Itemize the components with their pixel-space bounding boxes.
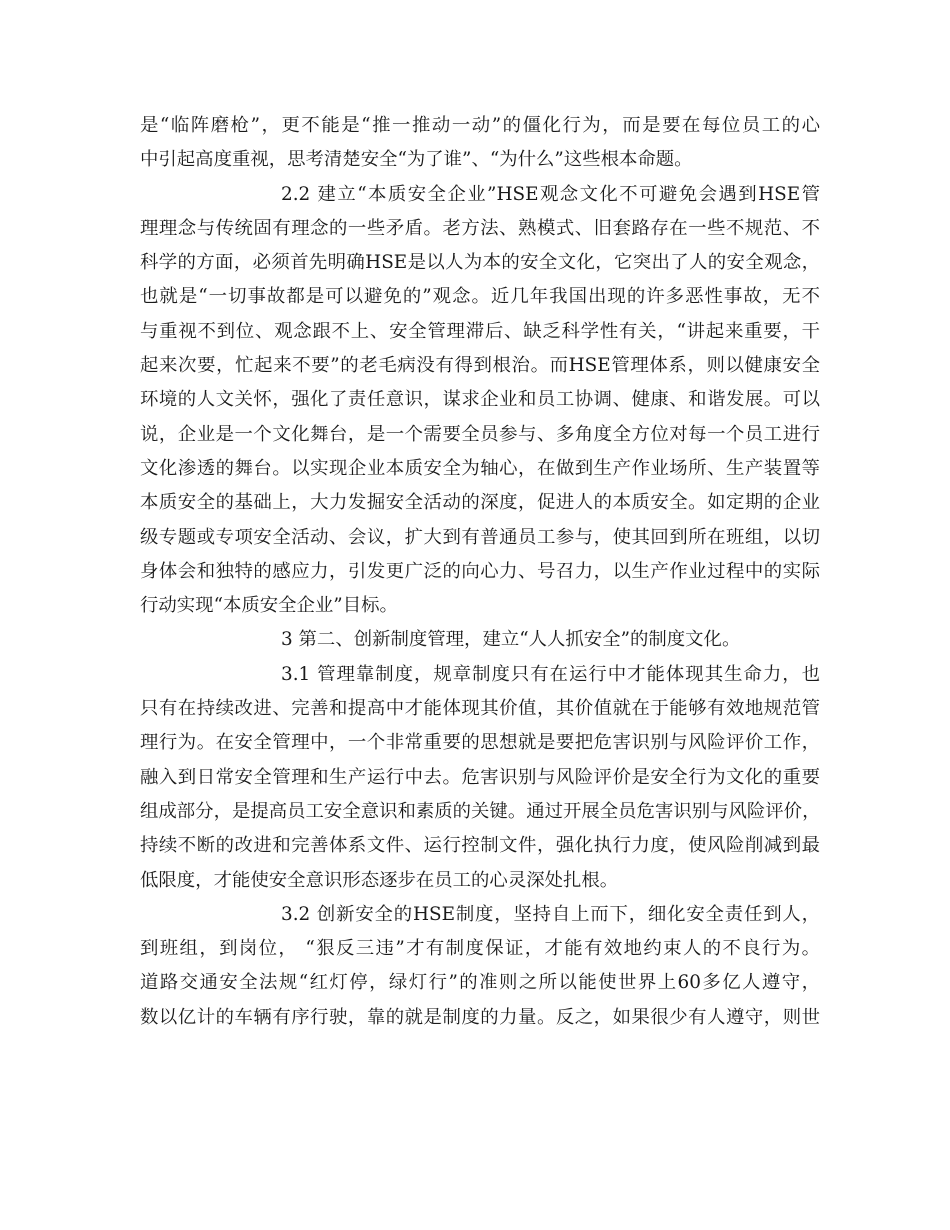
text-line: 理理念与传统固有理念的一些矛盾。老方法、熟模式、旧套路存在一些不规范、不: [140, 217, 820, 239]
text-line: 行动实现“本质安全企业”目标。: [140, 595, 398, 617]
paragraph-3-1: [140, 658, 820, 898]
text-line: 级专题或专项安全活动、会议，扩大到有普通员工参与，使其回到所在班组，以切: [140, 526, 820, 548]
text-line: 到班组，到岗位， “狠反三违”才有制度保证，才能有效地约束人的不良行为。: [140, 938, 820, 960]
text-line: 也就是“一切事故都是可以避免的”观念。近几年我国出现的许多恶性事故，无不: [140, 286, 820, 308]
text-line: 身体会和独特的感应力，引发更广泛的向心力、号召力，以生产作业过程中的实际: [140, 560, 820, 582]
text-line: 起来次要，忙起来不要”的老毛病没有得到根治。而HSE管理体系，则以健康安全: [140, 355, 820, 377]
text-line: 持续不断的改进和完善体系文件、运行控制文件，强化执行力度，使风险削减到最: [140, 835, 820, 857]
text-line: 3.1 管理靠制度，规章制度只有在运行中才能体现其生命力，也: [281, 663, 820, 685]
text-line: 理行为。在安全管理中，一个非常重要的思想就是要把危害识别与风险评价工作，: [140, 732, 820, 754]
document-page: [140, 109, 820, 1035]
text-line: 只有在持续改进、完善和提高中才能体现其价值，其价值就在于能够有效地规范管: [140, 698, 820, 720]
text-line: 3.2 创新安全的HSE制度，坚持自上而下，细化安全责任到人，: [281, 903, 820, 925]
text-line: 本质安全的基础上，大力发掘安全活动的深度，促进人的本质安全。如定期的企业: [140, 492, 820, 514]
text-line: 中引起高度重视，思考清楚安全“为了谁”、“为什么”这些根本命题。: [140, 149, 693, 171]
text-line: 环境的人文关怀，强化了责任意识，谋求企业和员工协调、健康、和谐发展。可以: [140, 389, 820, 411]
text-line: 道路交通安全法规“红灯停，绿灯行”的准则之所以能使世界上60多亿人遵守，: [140, 972, 820, 994]
paragraph-3-2: [140, 898, 820, 1035]
text-line: 文化渗透的舞台。以实现企业本质安全为轴心，在做到生产作业场所、生产装置等: [140, 457, 820, 479]
text-line: 组成部分，是提高员工安全意识和素质的关键。通过开展全员危害识别与风险评价，: [140, 800, 821, 822]
text-line: 说，企业是一个文化舞台，是一个需要全员参与、多角度全方位对每一个员工进行: [140, 423, 820, 445]
text-line: 科学的方面，必须首先明确HSE是以人为本的安全文化，它突出了人的安全观念，: [140, 252, 820, 274]
text-line: 数以亿计的车辆有序行驶，靠的就是制度的力量。反之，如果很少有人遵守，则世: [140, 1006, 820, 1028]
paragraph-intro-continuation: [140, 109, 820, 178]
text-line: 2.2 建立“本质安全企业”HSE观念文化不可避免会遇到HSE管: [281, 183, 820, 205]
heading-line: 3 第二、创新制度管理，建立“人人抓安全”的制度文化。: [281, 629, 741, 651]
text-line: 低限度，才能使安全意识形态逐步在员工的心灵深处扎根。: [140, 869, 619, 891]
text-line: 融入到日常安全管理和生产运行中去。危害识别与风险评价是安全行为文化的重要: [140, 766, 820, 788]
text-line: 与重视不到位、观念跟不上、安全管理滞后、缺乏科学性有关，“讲起来重要，干: [140, 320, 820, 342]
section-heading-3: [140, 623, 820, 657]
text-line: 是“临阵磨枪”，更不能是“推一推动一动”的僵化行为，而是要在每位员工的心: [140, 115, 820, 136]
paragraph-2-2: [140, 178, 820, 624]
